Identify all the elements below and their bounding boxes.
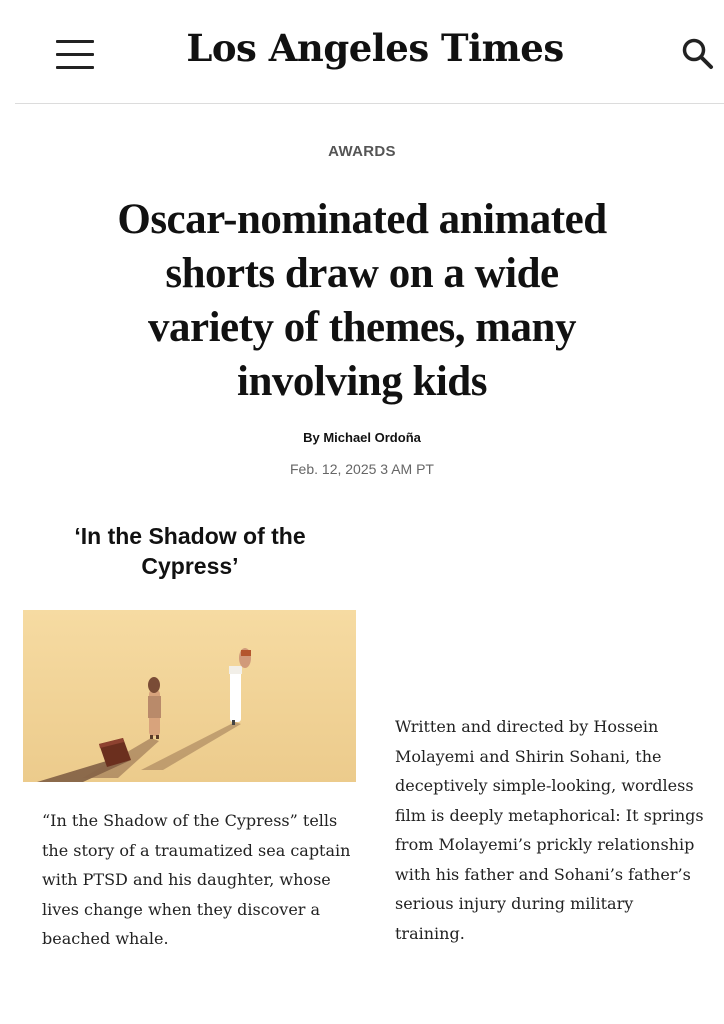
author-link[interactable]: Michael Ordoña: [323, 430, 421, 445]
film-still-image[interactable]: [23, 610, 356, 782]
header-divider: [15, 103, 724, 104]
byline: [0, 430, 724, 445]
search-icon[interactable]: [680, 36, 716, 72]
hamburger-menu-icon[interactable]: [52, 38, 98, 72]
menu-bar-bottom: [56, 66, 94, 69]
menu-bar-middle: [56, 53, 94, 56]
article-headline: Oscar-nominated animated shorts draw on a wide variety of themes, many involving kids: [117, 196, 607, 405]
film-subhead: ‘In the Shadow of the Cypress’: [74, 523, 306, 579]
menu-bar-top: [56, 40, 94, 43]
site-logo[interactable]: Los Angeles Times: [186, 26, 564, 70]
section-label[interactable]: AWARDS: [328, 143, 396, 160]
paragraph-left: “In the Shadow of the Cypress” tells the story of a traumatized sea captain with PTSD and his daughter, whose lives change when they discover a beached whale.: [42, 811, 351, 948]
site-header: [0, 0, 724, 104]
publish-date: Feb. 12, 2025 3 AM PT: [290, 461, 434, 477]
byline-prefix: By: [303, 430, 324, 445]
paragraph-right: Written and directed by Hossein Molayemi and Shirin Sohani, the deceptively simple-looking, wordless film is deeply metaphorical: It springs from Molayemi’s prickly relationship with his father and Sohani’s father’s serious injury during military training.: [395, 717, 704, 943]
